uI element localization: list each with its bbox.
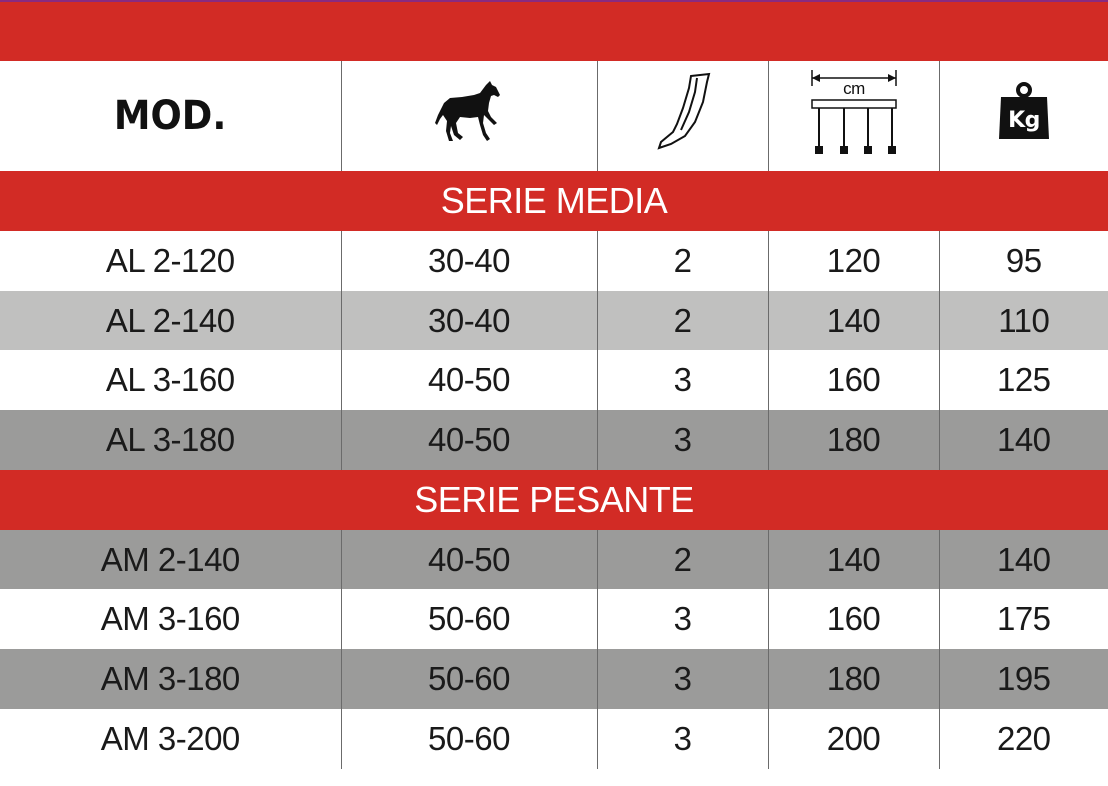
cell-hp: 50-60 <box>341 589 597 649</box>
cell-hp: 50-60 <box>341 709 597 769</box>
cell-model: AM 2-140 <box>0 530 341 590</box>
table-header-row <box>0 61 1108 171</box>
header-tines-cell <box>597 61 768 171</box>
header-model-cell <box>0 61 341 171</box>
cell-width: 120 <box>768 231 939 291</box>
cell-tines: 3 <box>597 649 768 709</box>
cell-weight: 140 <box>939 410 1108 470</box>
width-unit-label: cm <box>842 79 865 98</box>
cell-width: 180 <box>768 649 939 709</box>
cell-weight: 175 <box>939 589 1108 649</box>
horse-power-icon <box>434 79 504 153</box>
tine-blade-icon <box>651 72 715 160</box>
cell-tines: 3 <box>597 410 768 470</box>
cell-width: 160 <box>768 350 939 410</box>
cell-tines: 3 <box>597 350 768 410</box>
spec-table <box>0 61 1108 769</box>
cell-weight: 110 <box>939 291 1108 351</box>
cell-hp: 40-50 <box>341 410 597 470</box>
weight-unit-label: Kg <box>1007 108 1040 133</box>
cell-width: 160 <box>768 589 939 649</box>
table-row <box>0 291 1108 351</box>
section-row-serie-media <box>0 171 1108 231</box>
table-row <box>0 350 1108 410</box>
model-column-header: MOD. <box>114 93 227 139</box>
cell-model: AL 2-120 <box>0 231 341 291</box>
cell-width: 140 <box>768 530 939 590</box>
header-width-cell <box>768 61 939 171</box>
working-width-icon <box>806 66 902 166</box>
cell-weight: 195 <box>939 649 1108 709</box>
cell-weight: 220 <box>939 709 1108 769</box>
table-row <box>0 709 1108 769</box>
section-title: SERIE PESANTE <box>0 470 1108 530</box>
cell-hp: 30-40 <box>341 291 597 351</box>
cell-model: AM 3-200 <box>0 709 341 769</box>
cell-tines: 2 <box>597 231 768 291</box>
cell-tines: 2 <box>597 530 768 590</box>
cell-hp: 40-50 <box>341 350 597 410</box>
cell-tines: 2 <box>597 291 768 351</box>
weight-icon <box>995 81 1053 151</box>
table-row <box>0 410 1108 470</box>
cell-hp: 40-50 <box>341 530 597 590</box>
cell-width: 200 <box>768 709 939 769</box>
header-hp-cell <box>341 61 597 171</box>
header-weight-cell <box>939 61 1108 171</box>
cell-weight: 140 <box>939 530 1108 590</box>
cell-tines: 3 <box>597 589 768 649</box>
cell-model: AL 2-140 <box>0 291 341 351</box>
cell-width: 140 <box>768 291 939 351</box>
top-accent-line <box>0 0 1108 2</box>
cell-model: AL 3-160 <box>0 350 341 410</box>
cell-tines: 3 <box>597 709 768 769</box>
cell-width: 180 <box>768 410 939 470</box>
table-row <box>0 589 1108 649</box>
table-row <box>0 649 1108 709</box>
cell-hp: 30-40 <box>341 231 597 291</box>
cell-model: AL 3-180 <box>0 410 341 470</box>
cell-model: AM 3-160 <box>0 589 341 649</box>
top-red-banner <box>0 0 1108 61</box>
table-row <box>0 231 1108 291</box>
section-row-serie-pesante <box>0 470 1108 530</box>
section-title: SERIE MEDIA <box>0 171 1108 231</box>
cell-model: AM 3-180 <box>0 649 341 709</box>
table-row <box>0 530 1108 590</box>
cell-weight: 95 <box>939 231 1108 291</box>
cell-hp: 50-60 <box>341 649 597 709</box>
cell-weight: 125 <box>939 350 1108 410</box>
